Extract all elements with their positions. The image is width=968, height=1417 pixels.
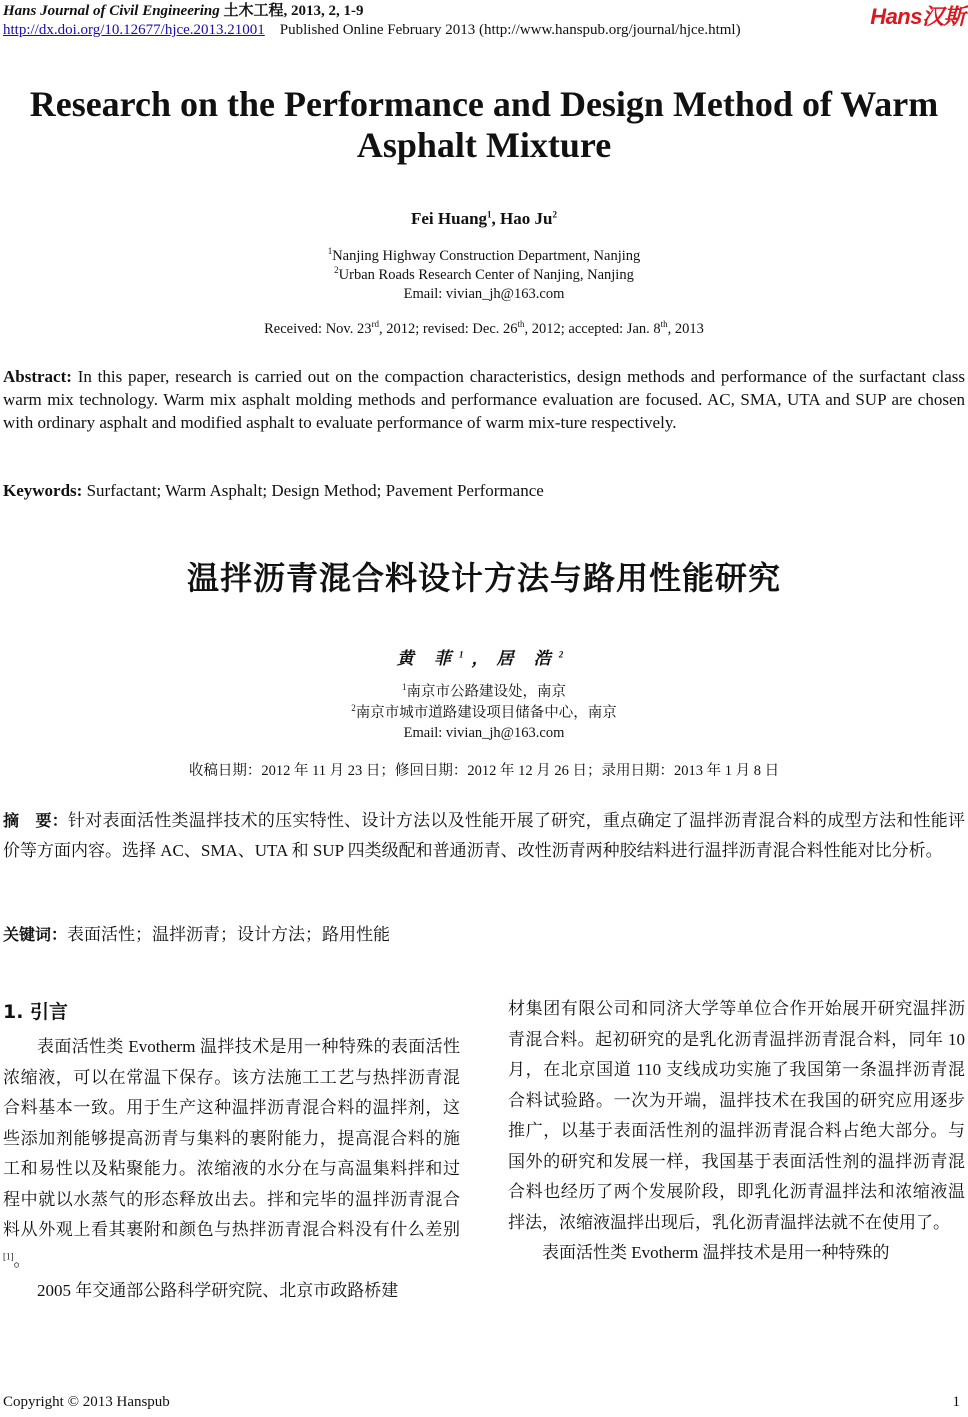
affiliation-1-en [0, 247, 968, 266]
author-1-affil: 1 [487, 209, 492, 220]
received-c-sup: th [660, 319, 668, 330]
received-c: , 2012; accepted: Jan. 8 [524, 321, 661, 337]
affil-2-cn-marker: 2 [351, 703, 356, 714]
author-1: Fei Huang [411, 209, 488, 228]
body-paragraph-1 [3, 1032, 460, 1276]
email-cn: Email: vivian_jh@163.com [403, 725, 565, 741]
keywords-label-cn: 关键词： [3, 925, 68, 944]
keywords-text-cn: 表面活性；温拌沥青；设计方法；路用性能 [67, 925, 391, 944]
affil-1-cn-marker: 1 [402, 682, 407, 693]
email-en: Email: vivian_jh@163.com [403, 286, 565, 302]
doi-link[interactable]: http://dx.doi.org/10.12677/hjce.2013.21001 [3, 22, 265, 38]
authors-en [0, 209, 968, 229]
affil-2-marker: 2 [334, 265, 339, 276]
hans-logo: Hans汉斯 [870, 4, 965, 29]
affiliation-2-cn [0, 704, 968, 723]
paper-title-cn: 温拌沥青混合料设计方法与路用性能研究 [186, 559, 781, 597]
keywords-label-en: Keywords: [3, 481, 83, 500]
author-separator-cn: ， [471, 649, 497, 668]
page-number: 1 [952, 1394, 960, 1410]
received-b-sup: th [517, 319, 525, 330]
keywords-text-en: Surfactant; Warm Asphalt; Design Method; Pavement Performance [82, 481, 544, 500]
received-a: Received: Nov. 23 [264, 321, 372, 337]
affil-1-text: Nanjing Highway Construction Department, Nanjing [332, 248, 641, 264]
abstract-text-en: In this paper, research is carried out on the compaction characteristics, design methods and performance of the surfactant class warm mix technology. Warm mix asphalt molding methods and performance evaluation are focused. AC, SMA, UTA and SUP are chosen with ordinary asphalt and modified asphalt to evaluate performance of warm mix-ture respectively. [3, 367, 965, 432]
abstract-text-cn: 针对表面活性类温拌技术的压实特性、设计方法以及性能开展了研究，重点确定了温拌沥青混合料的成型方法和性能评价等方面内容。选择 AC、SMA、UTA 和 SUP 四类级配和普通沥青、改性沥青两种胶结料进行温拌沥青混合料性能对比分析。 [3, 811, 965, 860]
author-separator: , [491, 209, 501, 228]
abstract-en [3, 365, 965, 434]
keywords-cn [3, 920, 965, 950]
keywords-en [3, 479, 965, 502]
dates-cn: 收稿日期：2012 年 11 月 23 日；修回日期：2012 年 12 月 26 日；录用日期：2013 年 1 月 8 日 [188, 763, 780, 779]
author-2-cn: 居 浩 [496, 649, 559, 668]
abstract-cn [3, 806, 965, 866]
author-1-cn: 黄 菲 [396, 649, 459, 668]
published-online: Published Online February 2013 (http://www.hanspub.org/journal/hjce.html) [279, 22, 741, 38]
affil-2-cn-text: 南京市城市道路建设项目储备中心，南京 [355, 705, 617, 721]
copyright: Copyright © 2013 Hanspub [3, 1394, 170, 1410]
paragraph-1-end: 。 [13, 1250, 31, 1270]
body-paragraph-2-cont: 材集团有限公司和同济大学等单位合作开始展开研究温拌沥青混合料。起初研究的是乳化沥青温拌沥青混合料，同年 10 月，在北京国道 110 支线成功实施了我国第一条温拌沥青混合料试验路。一次为开端，温拌技术在我国的研究应用逐步推广，以基于表面活性剂的温拌沥青混合料占绝大部分。与国外的研究和发展一样，我国基于表面活性剂的温拌沥青混合料也经历了两个发展阶段，即乳化沥青温拌法和浓缩液温拌法，浓缩液温拌出现后，乳化沥青温拌法就不在使用了。 [508, 999, 965, 1232]
affil-1-marker: 1 [327, 246, 333, 257]
received-a-sup: rd [371, 319, 379, 330]
received-b: , 2012; revised: Dec. 26 [378, 321, 518, 337]
body-paragraph-3: 表面活性类 Evotherm 温拌技术是用一种特殊的 [542, 1243, 890, 1262]
author-2: Hao Ju [500, 209, 553, 228]
abstract-label-en: Abstract: [3, 367, 72, 386]
received-dates [0, 320, 968, 339]
journal-name: Hans Journal of Civil Engineering [3, 3, 220, 19]
abstract-label-cn: 摘 要： [3, 811, 69, 830]
affiliation-2-en [0, 266, 968, 285]
author-2-cn-affil: 2 [558, 649, 572, 660]
paragraph-1-text: 表面活性类 Evotherm 温拌技术是用一种特殊的表面活性浓缩液，可以在常温下保存。该方法施工工艺与热拌沥青混合料基本一致。用于生产这种温拌沥青混合料的温拌剂，这些添加剂能够提高沥青与集料的裹附能力，提高混合料的施工和易性以及粘聚能力。浓缩液的水分在与高温集料拌和过程中就以水蒸气的形态释放出去。拌和完毕的温拌沥青混合料从外观上看其裹附和颜色与热拌沥青混合料没有什么差别 [3, 1037, 460, 1239]
authors-cn [0, 644, 968, 669]
body-column-left [3, 994, 460, 1307]
section-heading: 1. 引言 [3, 1001, 69, 1023]
author-2-affil: 2 [552, 209, 557, 220]
affiliation-1-cn [0, 683, 968, 702]
citation-ref[interactable]: [1] [3, 1250, 14, 1261]
paper-title-en: Research on the Performance and Design Method of Warm Asphalt Mixture [29, 84, 939, 165]
body-paragraph-2: 2005 年交通部公路科学研究院、北京市政路桥建 [37, 1281, 399, 1300]
received-d: , 2013 [667, 321, 704, 337]
journal-volume: , 2013, 2, 1-9 [283, 3, 364, 19]
author-1-cn-affil: 1 [459, 649, 472, 660]
affil-2-text: Urban Roads Research Center of Nanjing, Nanjing [338, 267, 634, 283]
journal-name-cn: 土木工程 [223, 3, 284, 19]
body-column-right [508, 994, 965, 1269]
journal-header [3, 2, 741, 40]
affil-1-cn-text: 南京市公路建设处，南京 [406, 684, 566, 700]
